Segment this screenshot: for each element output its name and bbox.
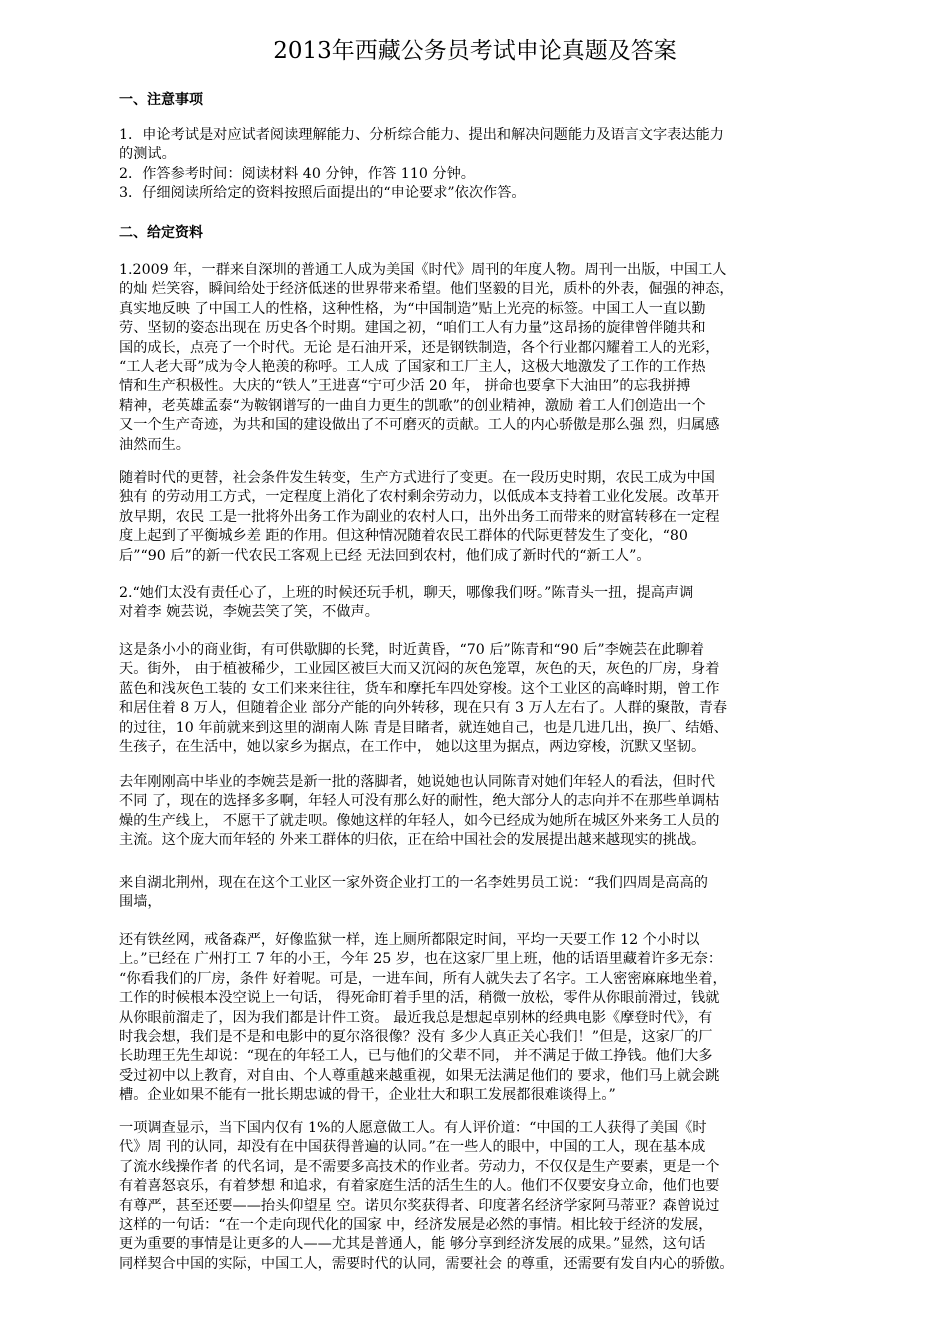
notice-line: 1．申论考试是对应试者阅读理解能力、分析综合能力、提出和解决问题能力及语言文字表达能力 — [119, 127, 724, 143]
paragraph-line: 还有铁丝网，戒备森严，好像监狱一样，连上厕所都限定时间，平均一天要工作 12 个小时以 — [119, 932, 700, 948]
paragraph-line: 代》周 刊的认同，却没有在中国获得普遍的认同。”在一些人的眼中，中国的工人，现在基本成 — [119, 1139, 706, 1156]
paragraph — [119, 773, 834, 851]
paragraph-line: 这样的一句话：“在一个走向现代化的国家 中，经济发展是必然的事情。相比较于经济的发展， — [119, 1217, 713, 1234]
paragraph-line: 有着喜怒哀乐，有着梦想 和追求，有着家庭生活的活生生的人。他们不仅要安身立命，他们也要 — [119, 1178, 720, 1195]
notice-line: 3．仔细阅读所给定的资料按照后面提出的“申论要求”依次作答。 — [119, 185, 526, 202]
paragraph-line: 放早期，农民 工是一批将外出务工作为副业的农村人口，出外出务工而带来的财富转移在一定程 — [119, 508, 720, 525]
paragraph-line: 生孩子，在生活中，她以家乡为据点，在工作中， 她以这里为据点，两边穿梭，沉默又坚韧。 — [119, 739, 706, 756]
paragraph-line: 一项调查显示，当下国内仅有 1%的人愿意做工人。有人评价道：“中国的工人获得了美国《时 — [119, 1120, 707, 1136]
paragraph — [119, 1119, 834, 1274]
paragraph-line: 更为重要的事情是让更多的人——尤其是普通人，能 够分享到经济发展的成果。”显然，这句话 — [119, 1236, 706, 1253]
paragraph-line: 从你眼前溜走了，因为我们都是计件工资。 最近我总是想起卓别林的经典电影《摩登时代》，有 — [119, 1009, 713, 1026]
paragraph-line: 的过往，10 年前就来到这里的湖南人陈 青是目睹者，就连她自己，也是几进几出，换厂、结婚、 — [119, 719, 728, 736]
section-heading-material: 二、给定资料 — [119, 225, 203, 241]
paragraph-line: 2.“她们太没有责任心了，上班的时候还玩手机，聊天，哪像我们呀。”陈青头一扭，提高声调 — [119, 585, 694, 601]
paragraph-line: “工人老大哥”成为令人艳羡的称呼。工人成 了国家和工厂主人，这极大地激发了工作的工作热 — [119, 359, 706, 376]
paragraph-line: 这是条小小的商业街，有可供歇脚的长凳，时近黄昏，“70 后”陈青和“90 后”李婉芸在此聊着 — [119, 642, 704, 658]
paragraph-line: 对着李 婉芸说，李婉芸笑了笑，不做声。 — [119, 604, 379, 621]
paragraph-line: 独有 的劳动用工方式，一定程度上消化了农村剩余劳动力，以低成本支持着工业化发展。改革开 — [119, 489, 720, 506]
paragraph-line: 去年刚刚高中毕业的李婉芸是新一批的落脚者，她说她也认同陈青对她们年轻人的看法，但时代 — [119, 774, 715, 790]
paragraph-line: 长助理王先生却说：“现在的年轻工人，已与他们的父辈不同， 并不满足于做工挣钱。他们大多 — [119, 1048, 713, 1065]
paragraph-line: 了流水线操作者 的代名词，是不需要多高技术的作业者。劳动力，不仅仅是生产要素，更是一个 — [119, 1158, 720, 1175]
paragraph-line: 精神，老英雄孟泰“为鞍钢谱写的一曲自力更生的凯歌”的创业精神，激励 着工人们创造出一个 — [119, 397, 706, 414]
paragraph-line: 来自湖北荆州，现在在这个工业区一家外资企业打工的一名李姓男员工说：“我们四周是高高的 — [119, 875, 708, 891]
paragraph-line: 受过初中以上教育，对自由、个人尊重越来越重视，如果无法满足他们的 要求，他们马上就会跳 — [119, 1067, 720, 1084]
paragraph-line: 围墙， — [119, 894, 162, 911]
paragraph-line: “你看我们的厂房，条件 好着呢。可是，一进车间，所有人就失去了名字。工人密密麻麻地坐着， — [119, 970, 727, 987]
notice-list — [119, 126, 834, 204]
paragraph-line: 主流。这个庞大而年轻的 外来工群体的归依，正在给中国社会的发展提出越来越现实的挑战。 — [119, 832, 706, 849]
paragraph-line: 上。”已经在 广州打工 7 年的小王，今年 25 岁，也在这家厂里上班，他的话语里藏着许多无奈： — [119, 951, 723, 968]
paragraph-line: 又一个生产奇迹，为共和国的建设做出了不可磨灭的贡献。工人的内心骄傲是那么强 烈，归属感 — [119, 417, 720, 434]
paragraph — [119, 261, 834, 455]
paragraph-line: 随着时代的更替，社会条件发生转变，生产方式进行了变更。在一段历史时期，农民工成为中国 — [119, 470, 715, 486]
paragraph-line: 同样契合中国的实际，中国工人，需要时代的认同，需要社会 的尊重，还需要有发自内心的骄傲。 — [119, 1255, 734, 1272]
notice-line: 2．作答参考时间：阅读材料 40 分钟，作答 110 分钟。 — [119, 165, 475, 182]
paragraph — [119, 641, 834, 757]
notice-line: 的测试。 — [119, 146, 176, 163]
paragraph-line: 有尊严，甚至还要——抬头仰望星 空。诺贝尔奖获得者、印度著名经济学家阿马蒂亚？森曾说过 — [119, 1197, 720, 1214]
paragraph-line: 蓝色和浅灰色工装的 女工们来来往往，货车和摩托车四处穿梭。这个工业区的高峰时期，曾工作 — [119, 680, 720, 697]
paragraph — [119, 874, 834, 913]
paragraph-line: 情和生产积极性。大庆的“铁人”王进喜“宁可少活 20 年， 拼命也要拿下大油田”的忘我拼搏 — [119, 378, 691, 395]
paragraph-line: 燥的生产线上， 不愿干了就走呗。像她这样的年轻人，如今已经成为她所在城区外来务工人员的 — [119, 812, 720, 829]
paragraph-line: 时我会想，我们是不是和电影中的夏尔洛很像？没有 多少人真正关心我们！”但是，这家厂的厂 — [119, 1029, 713, 1046]
paragraph-line: 度上起到了平衡城乡差 距的作用。但这种情况随着农民工群体的代际更替发生了变化，“80 — [119, 528, 688, 545]
paragraph-line: 工作的时候根本没空说上一句话， 得死命盯着手里的活，稍微一放松，零件从你眼前滑过，钱就 — [119, 990, 720, 1007]
paragraph — [119, 931, 834, 1106]
paragraph-line: 槽。企业如果不能有一批长期忠诚的骨干，企业壮大和职工发展都很难谈得上。” — [119, 1087, 616, 1104]
paragraph-line: 的灿 烂笑容，瞬间给处于经济低迷的世界带来希望。他们坚毅的目光，质朴的外表，倔强的神态， — [119, 281, 734, 298]
paragraph-line: 和居住着 8 万人，但随着企业 部分产能的向外转移，现在只有 3 万人左右了。人群的聚散，青春 — [119, 700, 728, 717]
paragraph-line: 国的成长，点亮了一个时代。无论 是石油开采，还是钢铁制造，各个行业都闪耀着工人的光彩， — [119, 339, 720, 356]
paragraph-line: 天。街外， 由于植被稀少，工业园区被巨大而又沉闷的灰色笼罩，灰色的天，灰色的厂房，身着 — [119, 661, 720, 678]
paragraph — [119, 469, 834, 566]
paragraph-line: 真实地反映 了中国工人的性格，这种性格，为“中国制造”贴上光亮的标签。中国工人一直以勤 — [119, 300, 706, 317]
paragraph — [119, 584, 834, 623]
section-heading-notice: 一、注意事项 — [119, 92, 203, 108]
paragraph-line: 1.2009 年，一群来自深圳的普通工人成为美国《时代》周刊的年度人物。周刊一出版，中国工人 — [119, 262, 727, 278]
document-title: 2013年西藏公务员考试申论真题及答案 — [273, 38, 677, 64]
paragraph-line: 后”“90 后”的新一代农民工客观上已经 无法回到农村，他们成了新时代的“新工人”。 — [119, 547, 651, 564]
paragraph-line: 劳、坚韧的姿态出现在 历史各个时期。建国之初，“咱们工人有力量”这昂扬的旋律曾伴随共和 — [119, 320, 706, 337]
paragraph-line: 油然而生。 — [119, 436, 190, 453]
paragraph-line: 不同 了，现在的选择多多啊，年轻人可没有那么好的耐性，绝大部分人的志向并不在那些单调枯 — [119, 793, 720, 810]
